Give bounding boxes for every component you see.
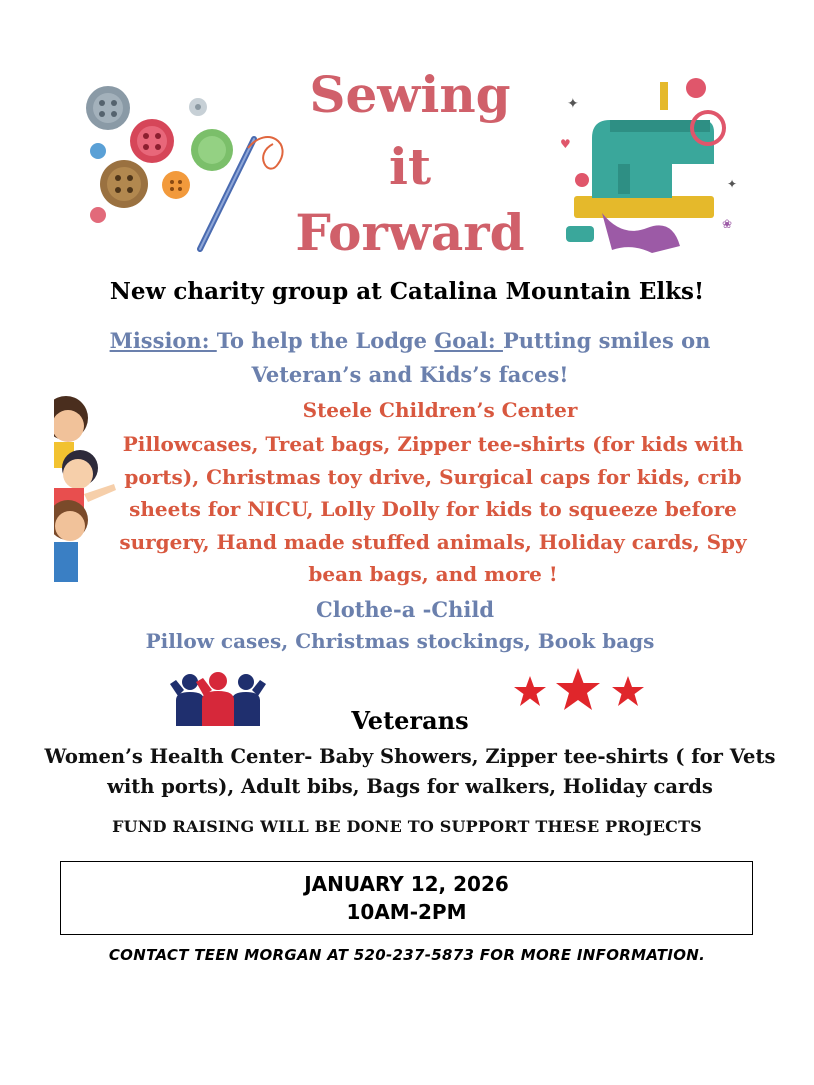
title-line-3: Forward bbox=[295, 203, 525, 262]
event-date-box bbox=[60, 861, 753, 935]
saluting-soldiers-icon bbox=[170, 672, 266, 726]
title-line-1: Sewing bbox=[309, 65, 511, 124]
svg-text:❀: ❀ bbox=[722, 217, 733, 231]
mission-label: Mission: bbox=[109, 328, 217, 353]
contact-info: CONTACT TEEN MORGAN AT 520-237-5873 FOR MORE INFORMATION. bbox=[108, 946, 706, 964]
goal-text: Putting smiles on Veteran’s and Kids’s faces! bbox=[251, 328, 711, 387]
svg-text:♥: ♥ bbox=[560, 137, 571, 151]
event-time: 10AM-2PM bbox=[346, 900, 467, 924]
clothe-heading: Clothe-a -Child bbox=[316, 597, 494, 622]
clothe-body: Pillow cases, Christmas stockings, Book bags bbox=[145, 629, 655, 653]
stars-icon bbox=[514, 666, 644, 720]
veterans-body: Women’s Health Center- Baby Showers, Zipper tee-shirts ( for Vets with ports), Adult bibs, Bags for walkers, Holiday cards bbox=[44, 745, 776, 798]
mission-text: To help the Lodge bbox=[216, 328, 428, 353]
buttons-needle-illustration bbox=[78, 84, 293, 254]
goal-label: Goal: bbox=[434, 328, 503, 353]
steele-heading: Steele Children’s Center bbox=[302, 398, 578, 422]
headline: New charity group at Catalina Mountain Elks! bbox=[109, 278, 705, 305]
title-line-2: it bbox=[388, 137, 432, 196]
sewing-machine-illustration bbox=[552, 68, 742, 258]
veterans-heading: Veterans bbox=[351, 706, 469, 735]
svg-text:✦: ✦ bbox=[727, 177, 738, 191]
fund-raising-note: FUND RAISING WILL BE DONE TO SUPPORT THESE PROJECTS bbox=[112, 817, 702, 836]
steele-body: Pillowcases, Treat bags, Zipper tee-shirts (for kids with ports), Christmas toy drive, Surgical caps for kids, crib sheets for NICU, Lolly Dolly for kids to squeeze before surgery, Hand made stuffed animals, Holiday cards, Spy bean bags, and more ! bbox=[119, 432, 747, 586]
mission-goal-text bbox=[60, 324, 760, 392]
svg-text:✦: ✦ bbox=[567, 96, 579, 112]
event-date: JANUARY 12, 2026 bbox=[304, 872, 509, 896]
